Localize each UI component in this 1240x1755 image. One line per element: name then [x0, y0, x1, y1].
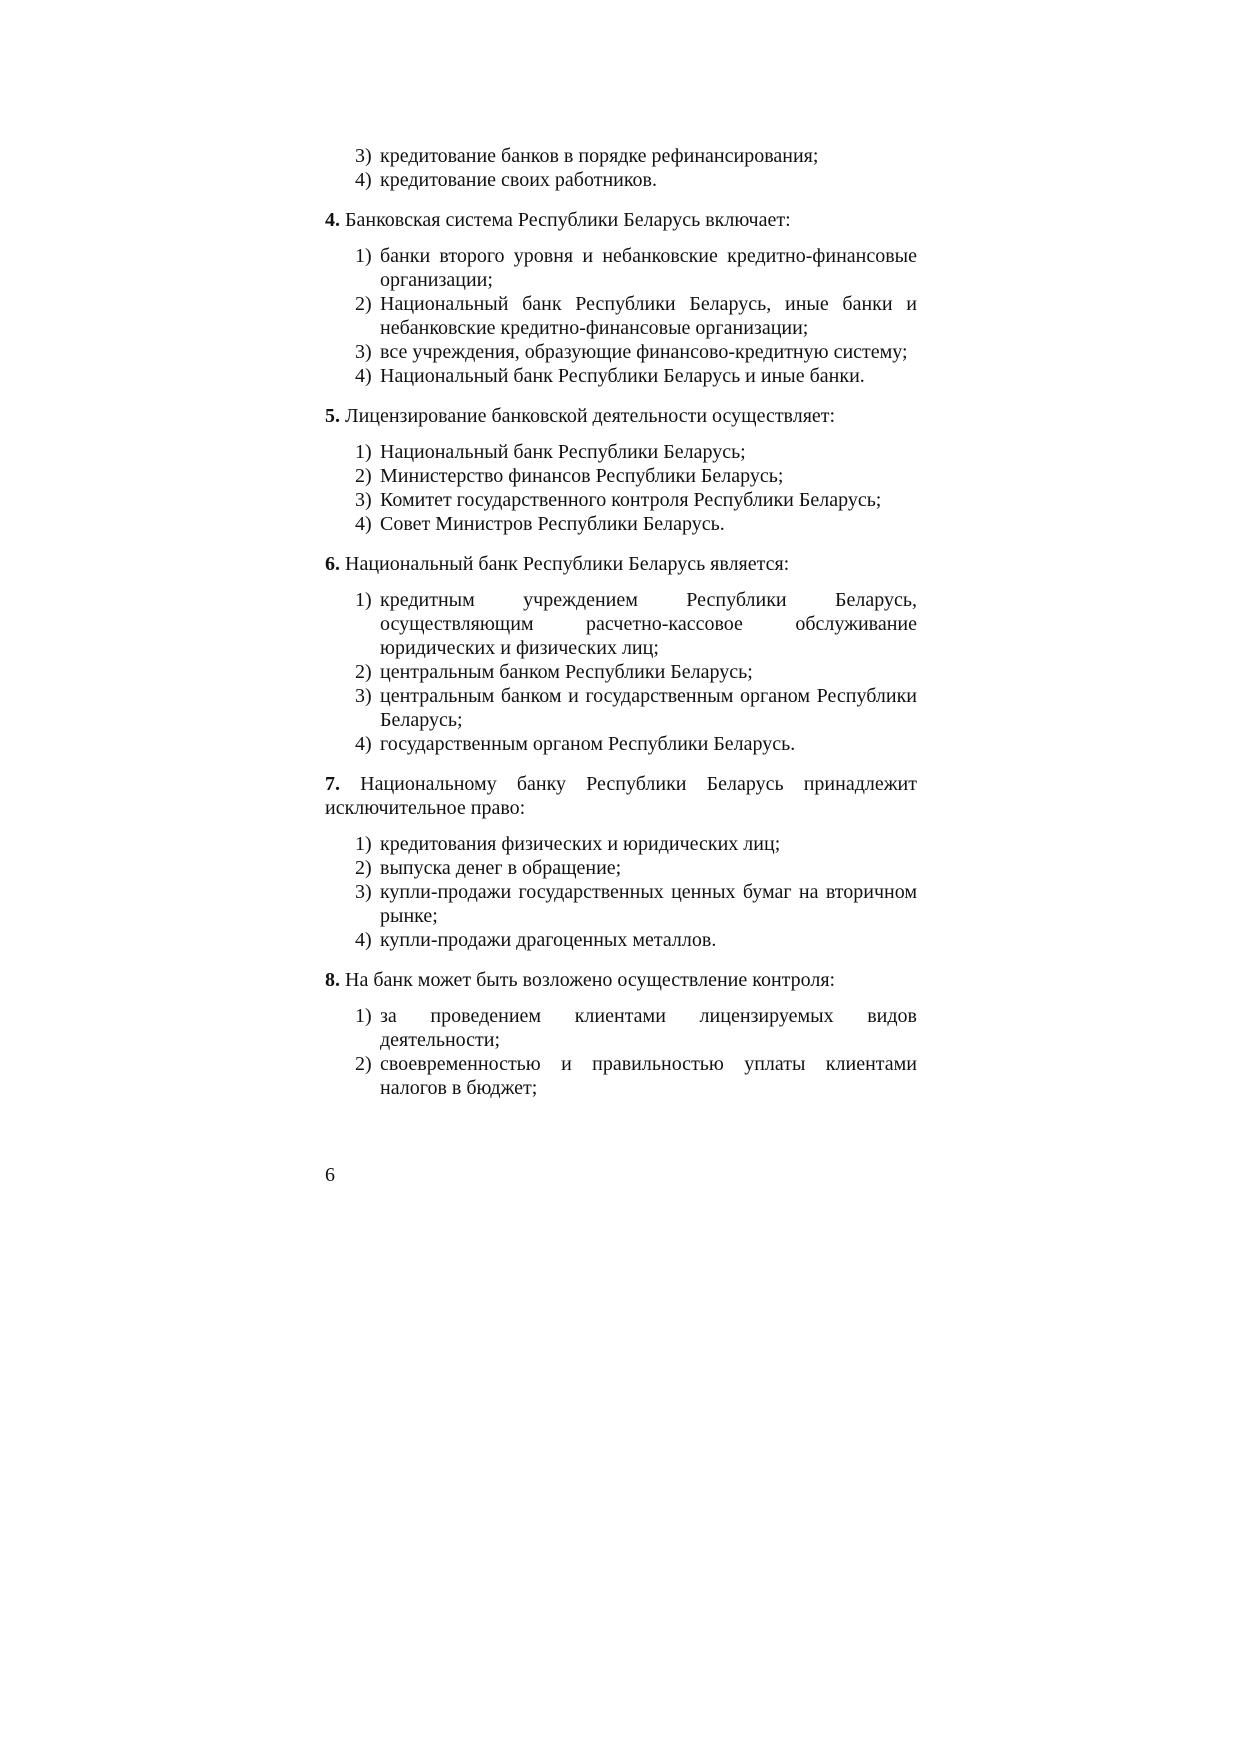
question-text	[325, 552, 917, 576]
option-item	[355, 732, 917, 756]
question-text	[325, 404, 917, 428]
option-list	[325, 1004, 917, 1100]
option-number: 3)	[355, 489, 372, 511]
option-text: банки второго уровня и небанковские кредитно-финансовые организации;	[380, 245, 917, 291]
option-item	[355, 1052, 917, 1100]
option-text: все учреждения, образующие финансово-кредитную систему;	[380, 341, 908, 363]
option-item	[355, 364, 917, 388]
option-number: 1)	[355, 441, 372, 463]
option-text: Национальный банк Республики Беларусь и иные банки.	[380, 365, 865, 387]
option-list	[325, 832, 917, 952]
option-number: 4)	[355, 513, 372, 535]
option-item	[355, 244, 917, 292]
question-number: 7.	[325, 773, 340, 795]
question-text	[325, 772, 917, 820]
option-number: 4)	[355, 169, 372, 191]
question-number: 8.	[325, 969, 340, 991]
option-number: 4)	[355, 929, 372, 951]
option-item	[355, 856, 917, 880]
question-prompt: На банк может быть возложено осуществление контроля:	[345, 969, 836, 991]
question-5	[325, 404, 917, 536]
option-text: кредитование своих работников.	[380, 169, 657, 191]
option-number: 1)	[355, 1005, 372, 1027]
option-item	[355, 684, 917, 732]
page-number: 6	[325, 1164, 335, 1186]
question-prompt: Национальный банк Республики Беларусь является:	[345, 553, 790, 575]
question-prompt: Национальному банку Республики Беларусь принадлежит исключительное право:	[325, 773, 917, 819]
option-number: 4)	[355, 365, 372, 387]
option-text: Комитет государственного контроля Республики Беларусь;	[380, 489, 882, 511]
option-item	[355, 292, 917, 340]
question-number: 6.	[325, 553, 340, 575]
option-number: 3)	[355, 881, 372, 903]
option-item	[355, 340, 917, 364]
option-number: 4)	[355, 733, 372, 755]
question-4	[325, 208, 917, 388]
question-text	[325, 968, 917, 992]
option-number: 1)	[355, 589, 372, 611]
option-text: кредитования физических и юридических лиц;	[380, 833, 781, 855]
question-number: 4.	[325, 209, 340, 231]
option-text: центральным банком Республики Беларусь;	[380, 661, 753, 683]
option-item	[355, 464, 917, 488]
option-item	[355, 144, 917, 168]
option-text: Национальный банк Республики Беларусь, иные банки и небанковские кредитно-финансовые организации;	[380, 293, 917, 339]
option-item	[355, 880, 917, 928]
option-number: 3)	[355, 341, 372, 363]
option-item	[355, 928, 917, 952]
option-item	[355, 832, 917, 856]
option-text: Национальный банк Республики Беларусь;	[380, 441, 746, 463]
option-item	[355, 1004, 917, 1052]
option-text: кредитным учреждением Республики Беларусь, осуществляющим расчетно-кассовое обслуживание юридических и физических лиц;	[380, 589, 917, 659]
question-prompt: Лицензирование банковской деятельности осуществляет:	[345, 405, 836, 427]
option-list	[325, 588, 917, 756]
option-text: выпуска денег в обращение;	[380, 857, 622, 879]
option-number: 2)	[355, 465, 372, 487]
option-item	[355, 588, 917, 660]
option-item	[355, 488, 917, 512]
option-item	[355, 440, 917, 464]
question-number: 5.	[325, 405, 340, 427]
option-number: 3)	[355, 145, 372, 167]
document-body	[325, 144, 917, 1116]
option-text: за проведением клиентами лицензируемых видов деятельности;	[380, 1005, 917, 1051]
option-number: 2)	[355, 1053, 372, 1075]
option-item	[355, 168, 917, 192]
option-item	[355, 660, 917, 684]
option-item	[355, 512, 917, 536]
option-text: Министерство финансов Республики Беларусь;	[380, 465, 784, 487]
option-number: 1)	[355, 833, 372, 855]
option-list	[325, 244, 917, 388]
continued-options	[325, 144, 917, 192]
option-number: 2)	[355, 293, 372, 315]
option-number: 1)	[355, 245, 372, 267]
question-text	[325, 208, 917, 232]
question-prompt: Банковская система Республики Беларусь включает:	[345, 209, 791, 231]
option-text: государственным органом Республики Беларусь.	[380, 733, 796, 755]
option-text: центральным банком и государственным органом Республики Беларусь;	[380, 685, 917, 731]
question-8	[325, 968, 917, 1100]
option-text: кредитование банков в порядке рефинансирования;	[380, 145, 819, 167]
option-number: 2)	[355, 661, 372, 683]
option-text: Совет Министров Республики Беларусь.	[380, 513, 725, 535]
option-text: купли-продажи государственных ценных бумаг на вторичном рынке;	[380, 881, 917, 927]
question-6	[325, 552, 917, 756]
option-text: купли-продажи драгоценных металлов.	[380, 929, 717, 951]
option-number: 2)	[355, 857, 372, 879]
option-text: своевременностью и правильностью уплаты клиентами налогов в бюджет;	[380, 1053, 917, 1099]
question-7	[325, 772, 917, 952]
option-number: 3)	[355, 685, 372, 707]
option-list	[325, 440, 917, 536]
